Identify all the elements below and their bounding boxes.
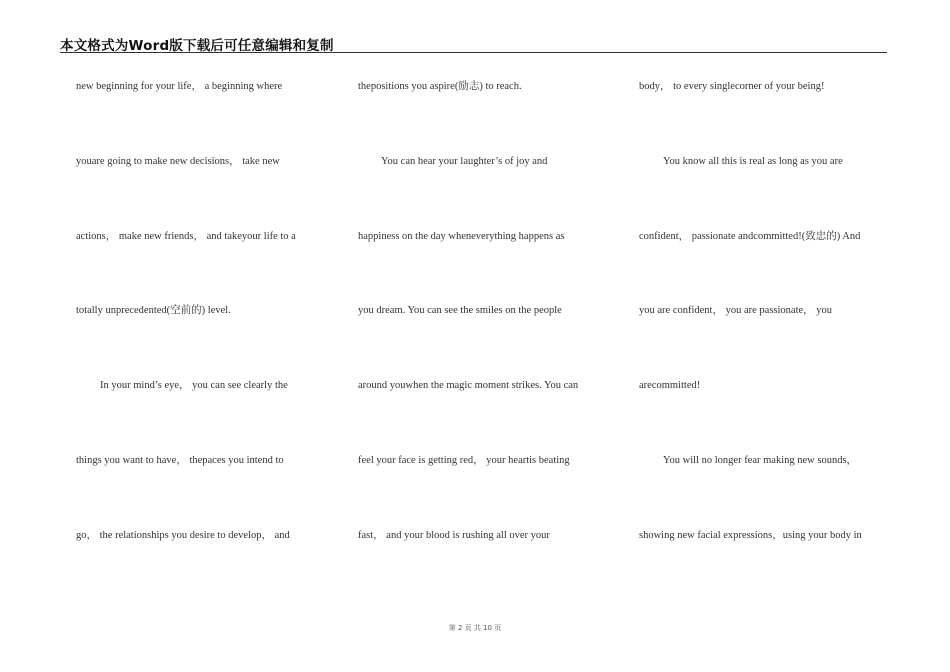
text-line: around youwhen the magic moment strikes. You can bbox=[358, 380, 579, 391]
text-line: new beginning for your life， a beginning where bbox=[76, 81, 283, 92]
text-line: You will no longer fear making new sounds， bbox=[663, 455, 858, 466]
document-header-title: 本文格式为Word版下载后可任意编辑和复制 bbox=[60, 38, 334, 54]
text-line: you dream. You can see the smiles on the people bbox=[358, 305, 562, 316]
text-line: arecommitted! bbox=[639, 380, 701, 391]
text-line: happiness on the day wheneverything happens as bbox=[358, 231, 565, 242]
header-divider bbox=[60, 52, 887, 53]
text-line: you are confident， you are passionate， you bbox=[639, 305, 833, 316]
text-line: confident， passionate andcommitted!(致忠的) And bbox=[639, 231, 861, 242]
text-line: feel your face is getting red， your heartis beating bbox=[358, 455, 570, 466]
text-line: fast， and your blood is rushing all over your bbox=[358, 530, 550, 541]
page-number-footer: 第 2 页 共 10 页 bbox=[448, 624, 502, 632]
text-line: go， the relationships you desire to develop， and bbox=[76, 530, 290, 541]
text-line: showing new facial expressions，using your body in bbox=[639, 530, 862, 541]
text-line: youare going to make new decisions， take new bbox=[76, 156, 280, 167]
text-line: In your mind’s eye， you can see clearly the bbox=[100, 380, 288, 391]
text-line: body， to every singlecorner of your being! bbox=[639, 81, 825, 92]
text-line: totally unprecedented(空前的) level. bbox=[76, 305, 231, 316]
text-line: things you want to have， thepaces you intend to bbox=[76, 455, 284, 466]
text-line: thepositions you aspire(励志) to reach. bbox=[358, 81, 522, 92]
text-line: actions， make new friends， and takeyour life to a bbox=[76, 231, 296, 242]
text-line: You can hear your laughter’s of joy and bbox=[381, 156, 548, 167]
text-line: You know all this is real as long as you are bbox=[663, 156, 843, 167]
